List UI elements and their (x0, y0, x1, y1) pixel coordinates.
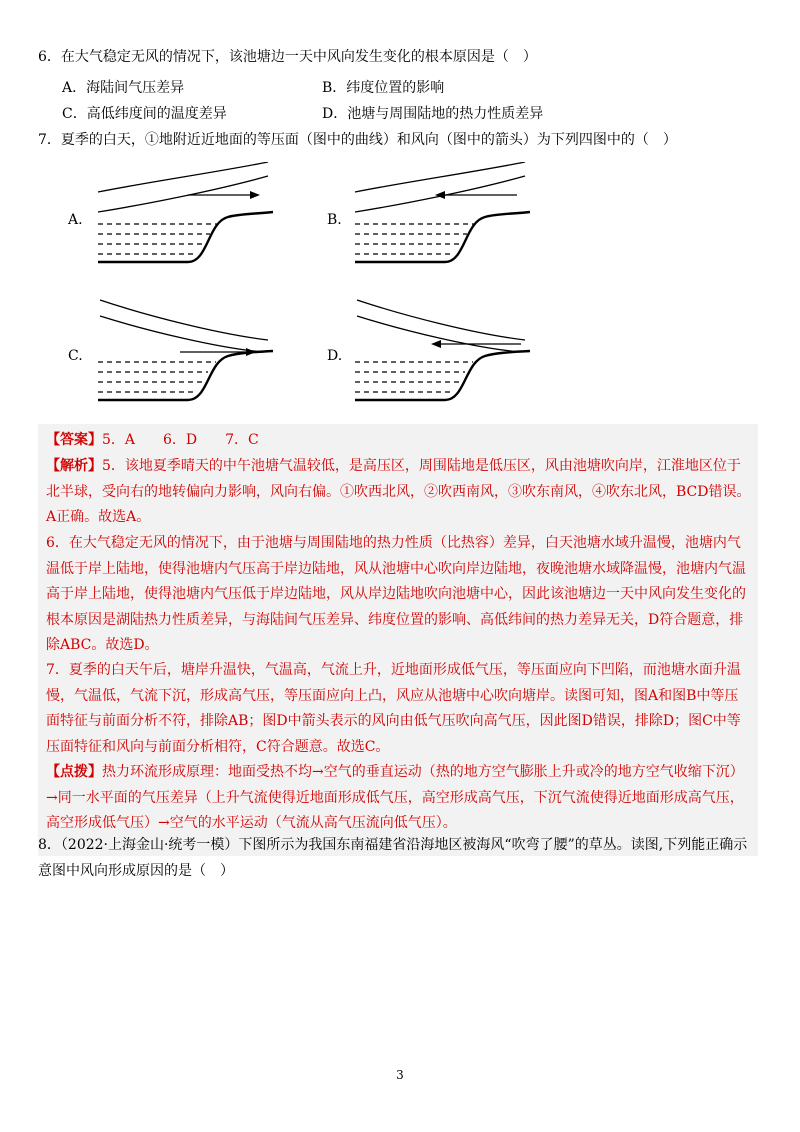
page-number: 3 (396, 1068, 404, 1082)
q6-option-b: B．纬度位置的影响 (322, 80, 445, 96)
tip-text: 热力环流形成原理：地面受热不均→空气的垂直运动（热的地方空气膨胀上升或冷的地方空气收缩下沉）→同一水平面的气压差异（上升气流使得近地面形成低气压，高空形成高气压，下沉气流使得近地面形成高气压，高空形成低气压）→空气的水平运动（气流从高气压流向低气压）。 (46, 764, 744, 831)
q8-stem: 8．（2022·上海金山·统考一模）下图所示为我国东南福建省沿海地区被海风“吹弯了腰”的草丛。读图,下列能正确示意图中风向形成原因的是（ ） (38, 837, 748, 879)
analysis-tag: 【解析】 (46, 458, 102, 474)
figure-a-isobar-diagram (88, 162, 278, 272)
analysis-q7: 7．夏季的白天午后，塘岸升温快，气温高，气流上升，近地面形成低气压，等压面应向下凹陷，而池塘水面升温慢，气温低，气流下沉，形成高气压，等压面应向上凸，风应从池塘中心吹向塘岸。读图可知，图A和图B中等压面特征与前面分析不符，排除AB；图D中箭头表示的风向由低气压吹向高气压，因此图D错误，排除D；图C中等压面特征和风向与前面分析相符，C符合题意。故选C。 (46, 662, 741, 755)
answer-text: 5．A 6．D 7．C (102, 432, 259, 448)
figure-b-wind-arrow (435, 191, 517, 199)
answer-tag: 【答案】 (46, 432, 102, 448)
tip-tag: 【点拨】 (46, 764, 102, 780)
figure-d-isobar-diagram (345, 296, 535, 408)
answer-line (46, 428, 752, 454)
analysis-q6: 6．在大气稳定无风的情况下，由于池塘与周围陆地的热力性质（比热容）差异，白天池塘水域升温慢，池塘内气温低于岸上陆地，使得池塘内气压高于岸边陆地，风从池塘中心吹向岸边陆地，夜晚池塘水域降温慢，池塘内气温高于岸上陆地，使得池塘内气压低于岸边陆地，风从岸边陆地吹向池塘中心，因此该池塘边一天中风向发生变化的根本原因是湖陆热力性质差异，与海陆间气压差异、纬度位置的影响、高低纬间的热力差异无关，D符合题意，排除ABC。故选D。 (46, 535, 746, 653)
figure-d-wind-arrow (431, 340, 521, 348)
figure-b-isobar-diagram (345, 162, 535, 272)
figure-a-wind-arrow (188, 191, 260, 199)
figure-c-isobar-diagram (88, 296, 278, 408)
q6-option-d: D．池塘与周围陆地的热力性质差异 (322, 106, 544, 122)
figure-c-label: C. (68, 348, 83, 364)
analysis-q5-text: 5．该地夏季晴天的中午池塘气温较低，是高压区，周围陆地是低压区，风由池塘吹向岸，江淮地区位于北半球，受向右的地转偏向力影响，风向右偏。①吹西北风，②吹西南风，③吹东南风，④吹东北风，BCD错误。A正确。故选A。 (46, 458, 751, 525)
tip-section (46, 760, 752, 837)
q6-stem: 6．在大气稳定无风的情况下，该池塘边一天中风向发生变化的根本原因是（ ） (38, 49, 537, 65)
figure-d-label: D. (327, 348, 343, 364)
figure-a-label: A. (68, 212, 83, 228)
q6-option-c: C．高低纬度间的温度差异 (62, 106, 227, 122)
analysis-q5 (46, 454, 752, 531)
figure-b-label: B. (327, 212, 342, 228)
q6-option-a: A．海陆间气压差异 (62, 80, 185, 96)
q7-stem: 7．夏季的白天，①地附近近地面的等压面（图中的曲线）和风向（图中的箭头）为下列四图中的（ ） (38, 132, 677, 148)
